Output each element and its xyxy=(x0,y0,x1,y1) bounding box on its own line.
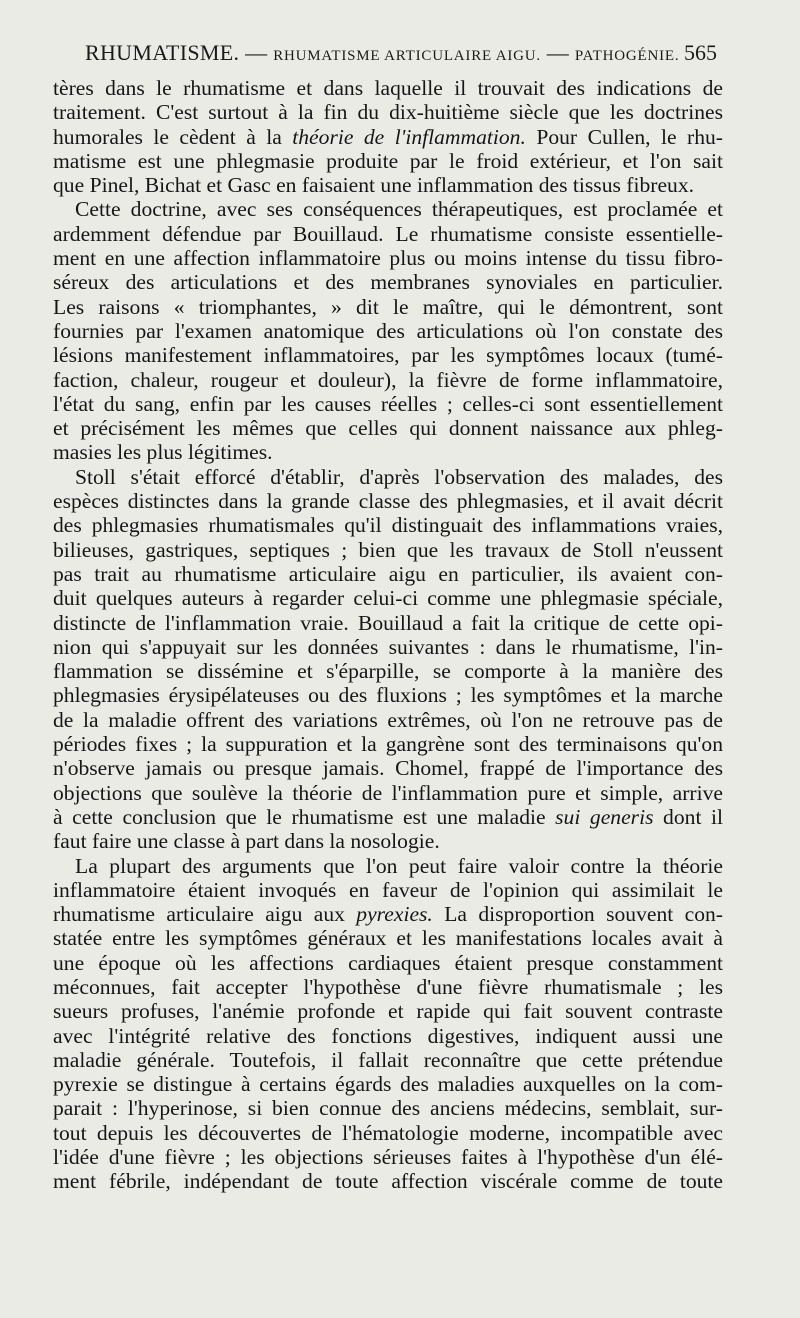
text-line: bilieuses, gastriques, septiques ; bien que les travaux de Stoll n'eussent xyxy=(53,537,723,562)
text-line: pyrexie se distingue à certains égards des maladies auxquelles on la com- xyxy=(53,1072,723,1097)
text-line: phlegmasies érysipélateuses ou des fluxions ; les symptômes et la marche xyxy=(53,683,723,708)
italic-text-run: pyrexies. xyxy=(356,902,433,927)
text-line: que Pinel, Bichat et Gasc en faisaient une inflammation des tissus fibreux. xyxy=(53,173,695,198)
text-line: méconnues, fait accepter l'hypothèse d'une fièvre rhumatismale ; les xyxy=(53,974,723,999)
text-line: lésions manifestement inflammatoires, par les symptômes locaux (tumé- xyxy=(53,343,723,368)
text-line: Stoll s'était efforcé d'établir, d'après l'observation des malades, des xyxy=(75,464,723,489)
text-line: Les raisons « triomphantes, » dit le maître, qui le démontrent, sont xyxy=(53,294,723,319)
text-line: distincte de l'inflammation vraie. Bouillaud a fait la critique de cette opi- xyxy=(53,610,723,635)
text-line: faut faire une classe à part dans la nosologie. xyxy=(53,829,440,854)
text-line: sueurs profuses, l'anémie profonde et rapide qui fait souvent contraste xyxy=(53,999,723,1024)
text-line: tères dans le rhumatisme et dans laquelle il trouvait des indications de xyxy=(53,76,723,100)
header-title-section: PATHOGÉNIE. xyxy=(574,48,680,64)
text-line: et précisément les mêmes que celles qui donnent naissance aux phleg- xyxy=(53,416,723,441)
text-line: avec l'intégrité relative des fonctions digestives, indiquent aussi une xyxy=(53,1023,723,1048)
text-line: flammation se dissémine et s'éparpille, se comporte à la manière des xyxy=(53,659,723,684)
page-number: 565 xyxy=(684,40,717,65)
text-line: séreux des articulations et des membranes synoviales en particulier. xyxy=(53,270,723,295)
text-line: périodes fixes ; la suppuration et la gangrène sont des terminaisons qu'on xyxy=(53,732,723,757)
text-line: maladie générale. Toutefois, il fallait reconnaître que cette prétendue xyxy=(53,1047,723,1072)
text-line: espèces distinctes dans la grande classe des phlegmasies, et il avait décrit xyxy=(53,489,723,514)
text-line: duit quelques auteurs à regarder celui-ci comme une phlegmasie spéciale, xyxy=(53,586,723,611)
text-line: pas trait au rhumatisme articulaire aigu en particulier, ils avaient con- xyxy=(53,561,723,586)
text-line: statée entre les symptômes généraux et les manifestations locales avait à xyxy=(53,926,723,951)
text-line: matisme est une phlegmasie produite par le froid extérieur, et l'on sait xyxy=(53,148,723,173)
italic-text-run: théorie de l'inflammation. xyxy=(292,124,526,149)
text-run: rhumatisme articulaire aigu aux xyxy=(53,902,357,927)
text-line: objections que soulève la théorie de l'inflammation pure et simple, arrive xyxy=(53,780,723,805)
text-line: parait : l'hyperinose, si bien connue des anciens médecins, semblait, sur- xyxy=(53,1096,723,1121)
running-header xyxy=(85,36,717,66)
text-run: Pour Cullen, le rhu- xyxy=(525,124,723,149)
text-line: des phlegmasies rhumatismales qu'il distinguait des inflammations vraies, xyxy=(53,513,723,538)
italic-text-run: sui generis xyxy=(555,804,654,829)
text-line: ment fébrile, indépendant de toute affection viscérale comme de toute xyxy=(53,1169,723,1194)
text-line: n'observe jamais ou presque jamais. Chomel, frappé de l'importance des xyxy=(53,756,723,781)
text-line: La plupart des arguments que l'on peut faire valoir contre la théorie xyxy=(75,853,723,878)
text-line: ment en une affection inflammatoire plus ou moins intense du tissu fibro- xyxy=(53,246,723,271)
text-line xyxy=(53,805,723,829)
text-line: masies les plus légitimes. xyxy=(53,440,273,465)
running-title xyxy=(85,40,679,66)
text-line: inflammatoire étaient invoqués en faveur de l'opinion qui assimilait le xyxy=(53,877,723,902)
text-line: tout depuis les découvertes de l'hématologie moderne, incompatible avec xyxy=(53,1120,723,1145)
text-run: à cette conclusion que le rhumatisme est une maladie xyxy=(53,804,556,829)
text-line: traitement. C'est surtout à la fin du dix-huitième siècle que les doctrines xyxy=(53,100,723,125)
text-line: Cette doctrine, avec ses conséquences thérapeutiques, est proclamée et xyxy=(75,197,723,222)
text-line: ardemment défendue par Bouillaud. Le rhumatisme consiste essentielle- xyxy=(53,221,723,246)
text-line: nion qui s'appuyait sur les données suivantes : dans le rhumatisme, l'in- xyxy=(53,634,723,659)
text-line: faction, chaleur, rougeur et douleur), la fièvre de forme inflammatoire, xyxy=(53,367,723,392)
header-title-main: RHUMATISME. xyxy=(85,40,240,65)
header-dash: — xyxy=(245,40,268,65)
text-run: dont il xyxy=(653,804,724,829)
text-line: de la maladie offrent des variations extrêmes, où l'on ne retrouve pas de xyxy=(53,707,723,732)
header-dash: — xyxy=(546,40,570,65)
text-line xyxy=(53,125,723,149)
text-line: une époque où les affections cardiaques étaient presque constamment xyxy=(53,950,723,975)
body-text xyxy=(53,76,723,1194)
header-title-sub: RHUMATISME ARTICULAIRE AIGU. xyxy=(273,48,541,64)
text-line: fournies par l'examen anatomique des articulations où l'on constate des xyxy=(53,318,723,343)
text-line xyxy=(53,902,723,926)
text-line: l'idée d'une fièvre ; les objections sérieuses faites à l'hypothèse d'un élé- xyxy=(53,1145,723,1170)
text-run: La disproportion souvent con- xyxy=(432,902,723,927)
text-line: l'état du sang, enfin par les causes réelles ; celles-ci sont essentiellement xyxy=(53,391,723,416)
text-run: humorales le cèdent à la xyxy=(53,124,293,149)
